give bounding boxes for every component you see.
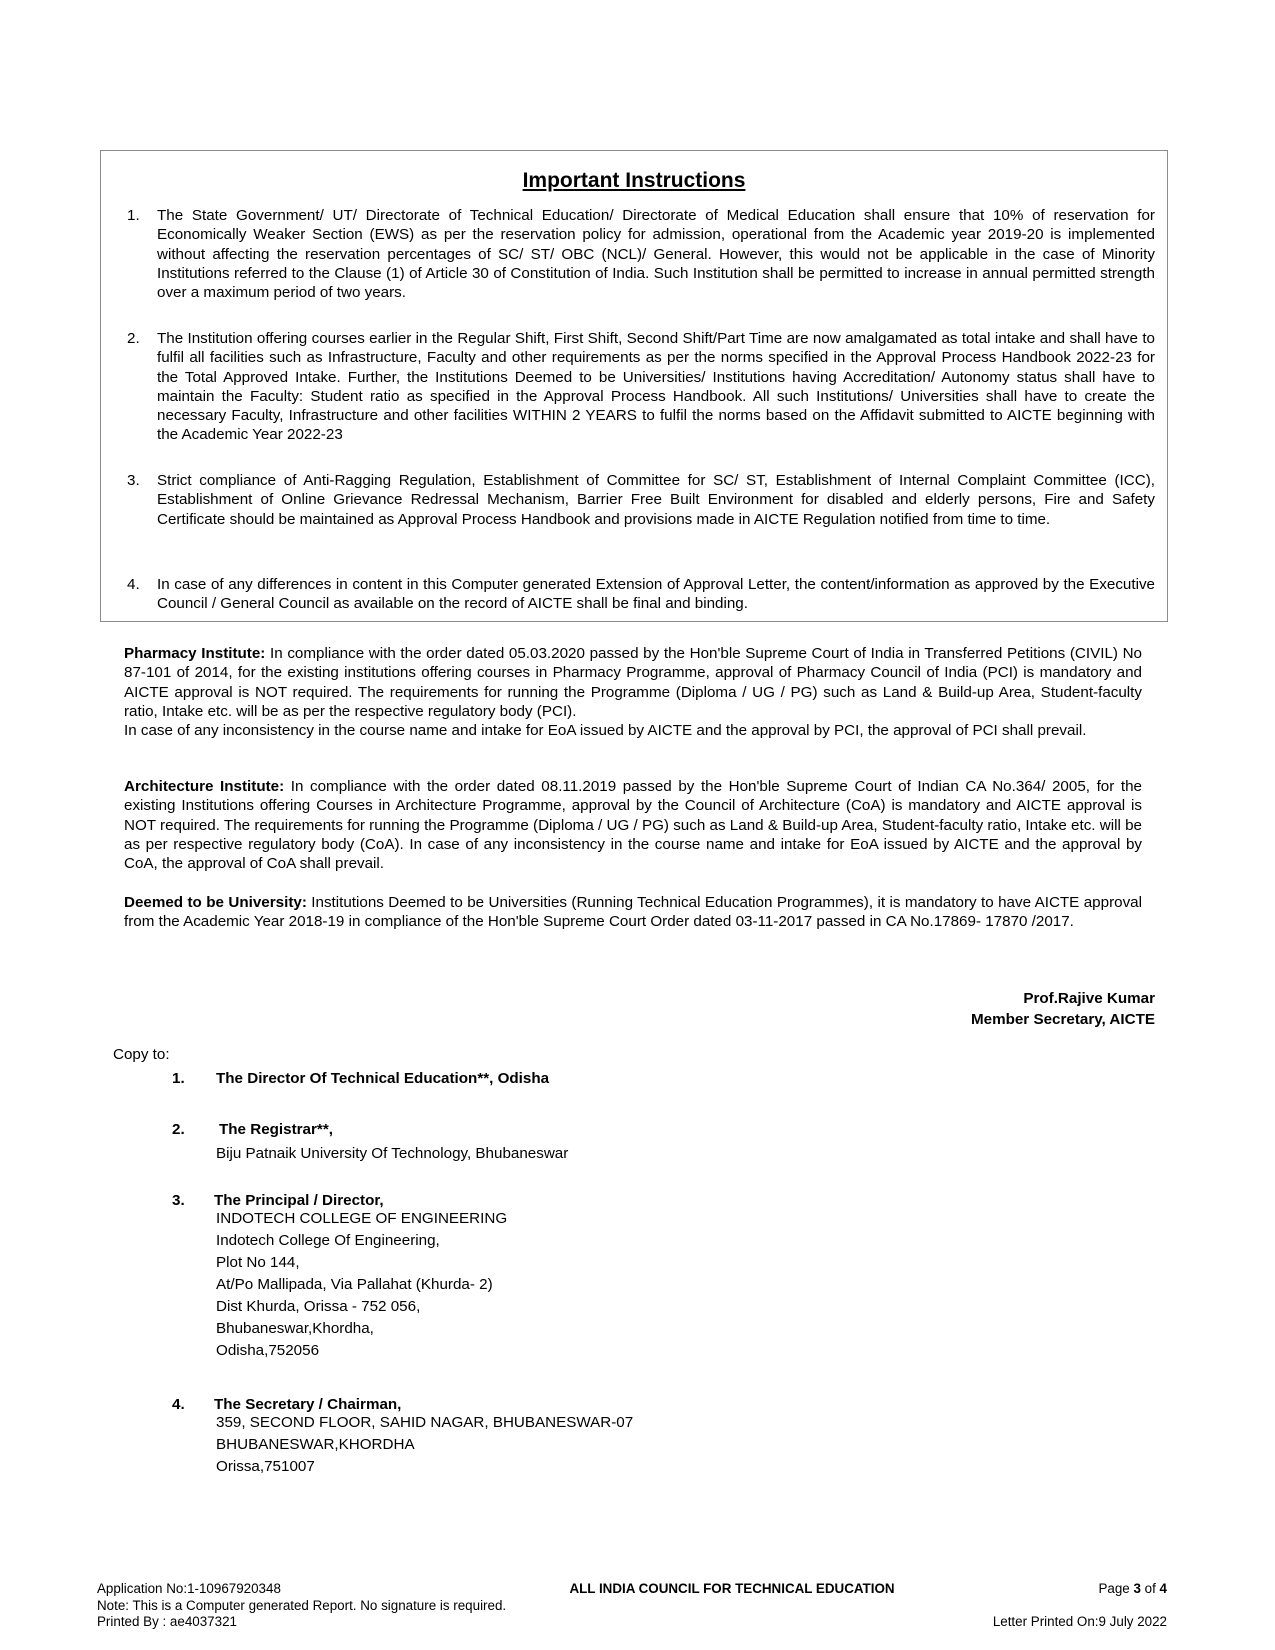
architecture-institute-paragraph [124,777,1142,873]
application-number: Application No:1-10967920348 [97,1581,281,1596]
instructions-title: Important Instructions [522,169,746,192]
instruction-number: 3. [127,472,140,489]
instruction-item-2 [127,329,1155,445]
address-line: Biju Patnaik University Of Technology, Bhubaneswar [216,1145,569,1162]
recipient-4-number: 4. [172,1396,185,1413]
address-line: Dist Khurda, Orissa - 752 056, [216,1298,421,1315]
address-line: Plot No 144, [216,1254,300,1271]
signatory-designation: Member Secretary, AICTE [970,1011,1155,1028]
printed-by: Printed By : ae4037321 [97,1614,237,1629]
page-footer [97,1581,1167,1631]
printed-on: Letter Printed On:9 July 2022 [992,1614,1167,1629]
recipient-2-address [216,1143,568,1165]
address-line: 359, SECOND FLOOR, SAHID NAGAR, BHUBANESWAR-07 [216,1414,634,1431]
address-line: Indotech College Of Engineering, [216,1232,440,1249]
pharmacy-institute-paragraph [124,644,1142,740]
deemed-text: Institutions Deemed to be Universities (Running Technical Education Programmes), it is mandatory to have AICTE approval from the Academic Year 2018-19 in compliance of the Hon'ble Supreme Court Order dated 03-11-2017 passed in CA No.17869- 17870 /2017. [124,894,1142,931]
recipient-4-address [216,1412,633,1478]
instruction-number: 1. [127,207,140,224]
address-line: BHUBANESWAR,KHORDHA [216,1436,415,1453]
copy-to-label: Copy to: [113,1046,170,1063]
address-line: INDOTECH COLLEGE OF ENGINEERING [216,1210,508,1227]
recipient-4-heading: The Secretary / Chairman, [214,1396,402,1413]
instruction-text: Strict compliance of Anti-Ragging Regulation, Establishment of Committee for SC/ ST, Establishment of Internal Complaint Committee (ICC), Establishment of Online Grievance Redressal Mechanism, Barrier Free Built Environment for disabled and elderly persons, Fire and Safety Certificate should be maintained as Approval Process Handbook and provisions made in AICTE Regulation notified from time to time. [157,472,1155,528]
important-instructions-box [100,150,1168,622]
pharmacy-text: In compliance with the order dated 05.03.2020 passed by the Hon'ble Supreme Court of India in Transferred Petitions (CIVIL) No 87-101 of 2014, for the existing institutions offering courses in Pharmacy Programme, approval of Pharmacy Council of India (PCI) is mandatory and AICTE approval is NOT required. The requirements for running the Programme (Diploma / UG / PG) such as Land & Build-up Area, Student-faculty ratio, Intake etc. will be as per the respective regulatory body (PCI). [124,645,1142,720]
recipient-3-number: 3. [172,1192,185,1209]
recipient-2-heading: The Registrar**, [219,1121,333,1138]
instruction-number: 4. [127,576,140,593]
pharmacy-text-2: In case of any inconsistency in the course name and intake for EoA issued by AICTE and the approval by PCI, the approval of PCI shall prevail. [124,722,1087,740]
instruction-number: 2. [127,330,140,347]
instruction-text: The Institution offering courses earlier in the Regular Shift, First Shift, Second Shift/Part Time are now amalgamated as total intake and shall have to fulfil all facilities such as Infrastructure, Faculty and other requirements as per the norms specified in the Approval Process Handbook 2022-23 for the Total Approved Intake. Further, the Institutions Deemed to be Universities/ Institutions having Accreditation/ Autonomy status shall have to maintain the Faculty: Student ratio as specified in the Approval Process Handbook. All such Institutions/ Universities shall have to create the necessary Faculty, Infrastructure and other facilities WITHIN 2 YEARS to fulfil the norms based on the Affidavit submitted to AICTE beginning with the Academic Year 2022-23 [157,330,1155,444]
recipient-3-address [216,1208,507,1362]
page-indicator: Page 3 of 4 [1098,1581,1167,1596]
recipient-1-heading: The Director Of Technical Education**, Odisha [216,1070,550,1087]
address-line: At/Po Mallipada, Via Pallahat (Khurda- 2) [216,1276,493,1293]
address-line: Orissa,751007 [216,1458,315,1475]
address-line: Odisha,752056 [216,1342,320,1359]
architecture-text: In compliance with the order dated 08.11.2019 passed by the Hon'ble Supreme Court of Indian CA No.364/ 2005, for the existing Institutions offering Courses in Architecture Programme, approval by the Council of Architecture (CoA) is mandatory and AICTE approval is NOT required. The requirements for running the Programme (Diploma / UG / PG) such as Land & Build-up Area, Student-faculty ratio, Intake etc. will be as per respective regulatory body (CoA). In case of any inconsistency in the course name and intake for EoA issued by AICTE and the approval by CoA, the approval of CoA shall prevail. [124,778,1142,873]
council-name: ALL INDIA COUNCIL FOR TECHNICAL EDUCATION [569,1581,895,1596]
signature-block [755,988,1155,1030]
pharmacy-label: Pharmacy Institute: [124,645,266,662]
instruction-item-4 [127,575,1155,614]
deemed-label: Deemed to be University: [124,894,307,911]
recipient-2-number: 2. [172,1121,185,1138]
address-line: Bhubaneswar,Khordha, [216,1320,374,1337]
deemed-university-paragraph [124,893,1142,932]
instruction-text: The State Government/ UT/ Directorate of Technical Education/ Directorate of Medical Education shall ensure that 10% of reservation for Economically Weaker Section (EWS) as per the reservation policy for admission, operational from the Academic year 2019-20 is implemented without affecting the reservation percentages of SC/ ST/ OBC (NCL)/ General. However, this would not be applicable in the case of Minority Institutions referred to the Clause (1) of Article 30 of Constitution of India. Such Institution shall be permitted to increase in annual permitted strength over a maximum period of two years. [157,207,1155,302]
instruction-item-1 [127,206,1155,302]
instruction-text: In case of any differences in content in this Computer generated Extension of Approval Letter, the content/information as approved by the Executive Council / General Council as available on the record of AICTE shall be final and binding. [157,576,1155,613]
footer-note: Note: This is a Computer generated Report. No signature is required. [97,1597,507,1613]
recipient-3-heading: The Principal / Director, [214,1192,384,1209]
recipient-1-number: 1. [172,1070,185,1087]
instruction-item-3 [127,471,1155,529]
signatory-name: Prof.Rajive Kumar [1023,990,1155,1007]
architecture-label: Architecture Institute: [124,778,285,795]
